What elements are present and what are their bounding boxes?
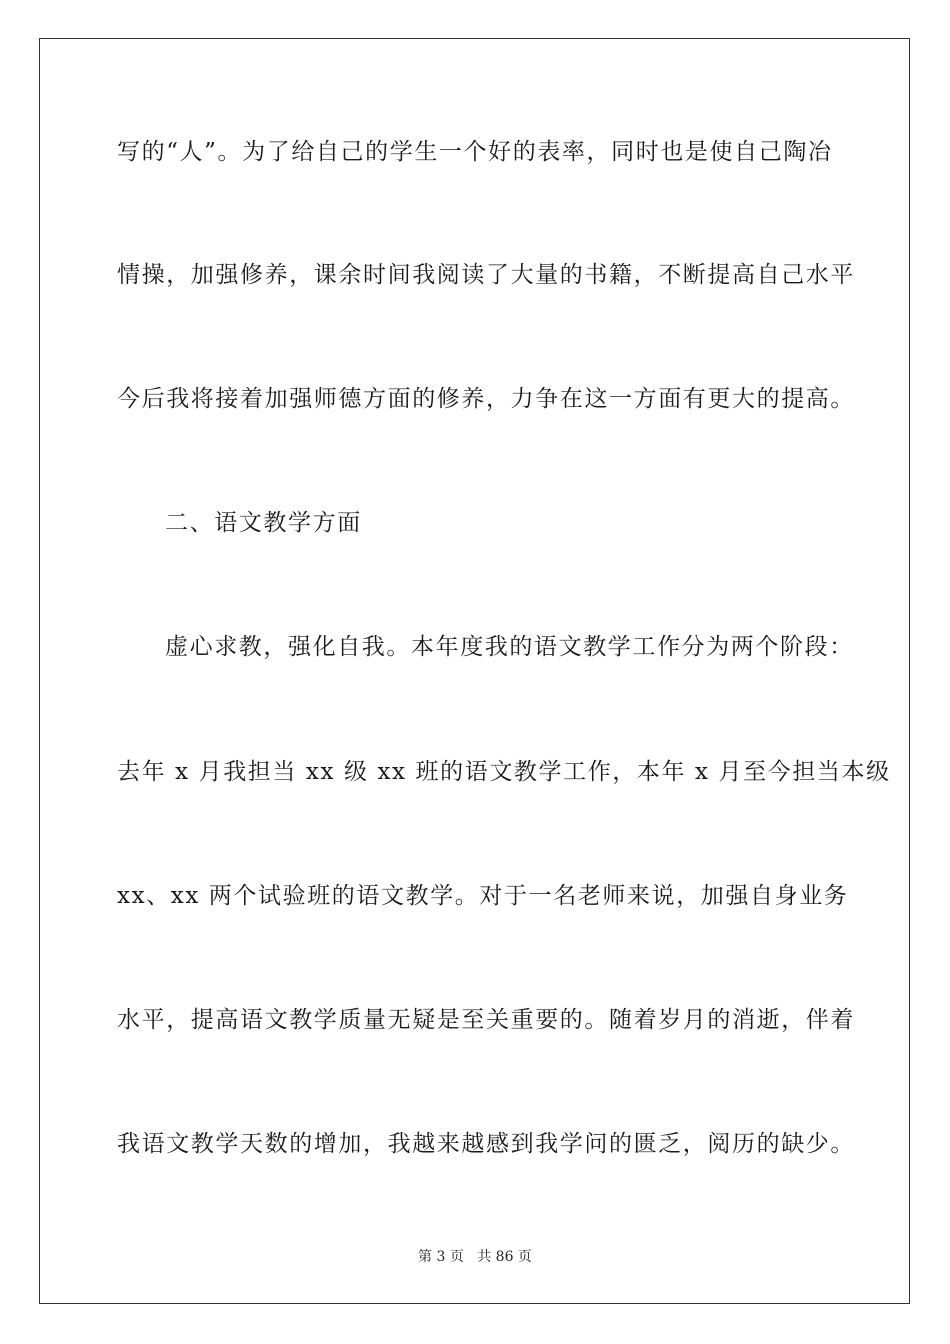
section-heading: 二、语文教学方面	[165, 510, 362, 536]
page-total: 共 86 页	[477, 1249, 532, 1265]
body-line-2: 情操，加强修养，课余时间我阅读了大量的书籍，不断提高自己水平	[117, 262, 855, 288]
page-footer	[0, 1248, 950, 1266]
body-line-1: 写的“人”。为了给自己的学生一个好的表率，同时也是使自己陶冶	[117, 139, 833, 165]
body-line-7: xx、xx 两个试验班的语文教学。对于一名老师来说，加强自身业务	[117, 883, 849, 909]
body-line-8: 水平，提高语文教学质量无疑是至关重要的。随着岁月的消逝，伴着	[117, 1007, 855, 1033]
body-line-6: 去年 x 月我担当 xx 级 xx 班的语文教学工作，本年 x 月至今担当本级	[117, 759, 891, 785]
body-line-3: 今后我将接着加强师德方面的修养，力争在这一方面有更大的提高。	[117, 386, 855, 412]
body-line-5: 虚心求教，强化自我。本年度我的语文教学工作分为两个阶段：	[165, 634, 854, 660]
body-line-9: 我语文教学天数的增加，我越来越感到我学问的匮乏，阅历的缺少。	[117, 1131, 855, 1157]
page-number: 第 3 页	[418, 1249, 464, 1265]
page-border	[39, 38, 910, 1304]
